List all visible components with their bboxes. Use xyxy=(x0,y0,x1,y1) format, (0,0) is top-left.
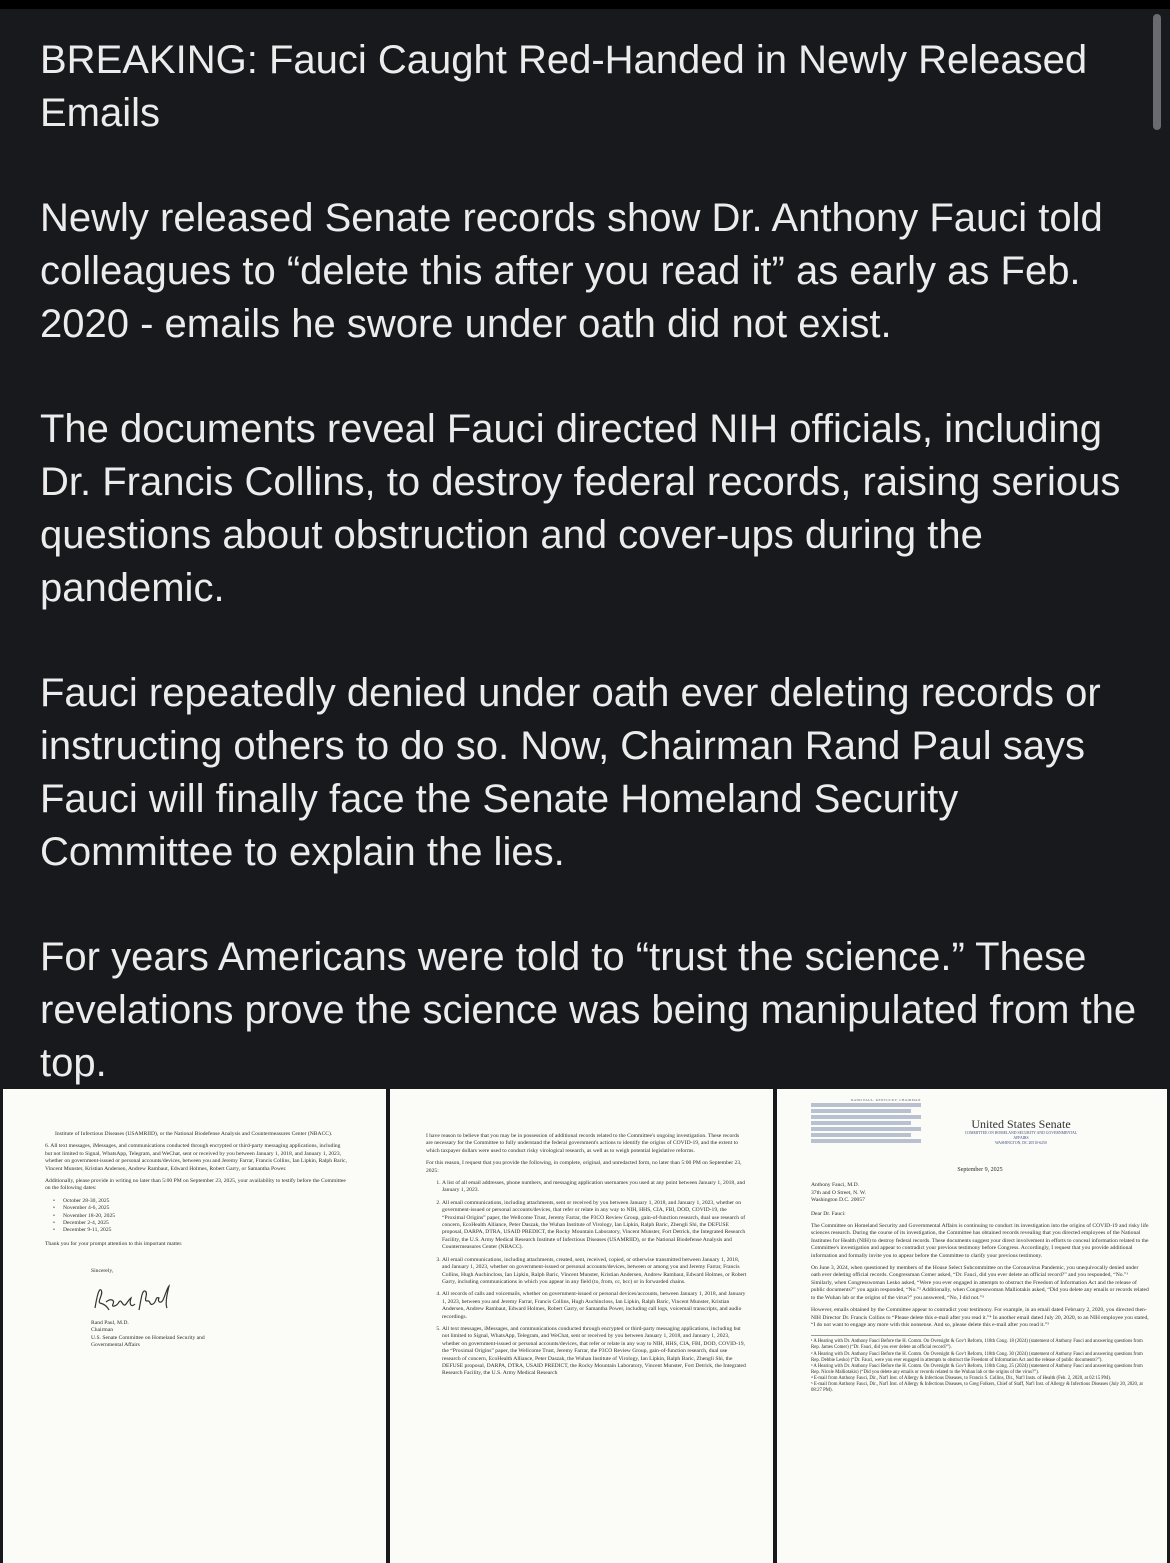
letter-image-page-end[interactable] xyxy=(3,1089,386,1563)
recipient-address xyxy=(811,1182,1149,1204)
doc-paragraph: For this reason, I request that you provide the following, in complete, original, and unredacted form, no later than 5:00 PM on September 23, 2025: xyxy=(426,1160,742,1174)
date-item: • November 4-6, 2025 xyxy=(65,1205,348,1212)
letter-date: September 9, 2025 xyxy=(957,1167,1003,1173)
doc-paragraph: However, emails obtained by the Committee appear to contradict your testimony. For example, in an email dated February 2, 2020, you directed then-NIH Director Dr. Francis Collins to “Please delete this e-mail after you read it.”⁴ In another email dated July 20, 2020, to an NIH employee you stated, “I do not want to engage any more with this nonsense. And so, please delete this e-mail after you read it.”⁵ xyxy=(811,1307,1149,1328)
signer-name: Rand Paul, M.D. xyxy=(91,1319,129,1326)
request-item: 1. A list of all email addresses, phone numbers, and messaging application usernames you used at any point between January 1, 2018, and January 1, 2023. xyxy=(442,1180,747,1195)
letterhead-member-list xyxy=(811,1101,941,1145)
salutation: Dear Dr. Fauci: xyxy=(811,1210,846,1217)
footnote: ³ A Hearing with Dr. Anthony Fauci Before the H. Comm. On Oversight & Gov't Reform, 118th Cong. 25 (2024) (statement of Anthony Fauci and answering questions from Rep. Nicole Malliotakis) (“Did you delete any emails or records related to the Wuhan lab or the origins of the virus?”). xyxy=(811,1363,1143,1375)
footnotes xyxy=(811,1339,1149,1394)
footnote-divider xyxy=(811,1335,941,1336)
letterhead-title xyxy=(961,1117,1081,1146)
request-item: 3. All email communications, including attachments, created, sent, received, copied, or otherwise transmitted between January 1, 2018, and January 1, 2023, whether on government-issued or personal accounts/devices, between or among you and Jeremy Farrar, Francis Collins, Hugh Auchincloss, Ian Lipkin, Ralph Baric, Vincent Munster, Kristian Andersen, Andrew Rambaut, Edward Holmes, or Robert Garry, including communications in which you appear in any field (to, from, cc, bcc) or in forwarded chains. xyxy=(442,1257,747,1287)
committee-name: COMMITTEE ON HOMELAND SECURITY AND GOVERNMENTAL AFFAIRS xyxy=(964,1131,1078,1140)
scrollbar-thumb[interactable] xyxy=(1153,14,1161,130)
sincerely: Sincerely, xyxy=(91,1268,114,1275)
footnote: ⁵ E-mail from Anthony Fauci, Dir., Nat'l Inst. of Allergy & Infectious Diseases, to Greg Folkers, Chief of Staff, Nat'l Inst. of Allergy & Infectious Diseases (July 20, 2020, at 08:27 PM). xyxy=(811,1381,1143,1394)
handwritten-signature xyxy=(91,1282,181,1316)
doc-paragraph: On June 3, 2024, when questioned by members of the House Select Subcommittee on the Coronavirus Pandemic, you unequivocally denied under oath ever deleting official records. Congressman Comer asked, “Dr. Fauci, did you ever delete an official record?” and you responded, “No.”¹ Similarly, when Congresswoman Lesko asked, “Were you ever engaged in attempts to obstruct the Freedom of Information Act and the release of public documents?” you again responded, “No.”² Additionally, when Congresswoman Malliotakis asked, “Did you delete any emails or records related to the Wuhan lab or the origins of the virus?” you answered, “No, I did not.”³ xyxy=(811,1265,1149,1301)
date-list xyxy=(45,1198,348,1235)
doc-paragraph: I have reason to believe that you may be in possession of additional records related to the Committee's ongoing investigation. These records are necessary for the Committee to fully understand the federal government's actions to identify the origins of COVID-19, and the extent to which taxpayer dollars were used to conduct risky virological research, as well as to weigh potential legislative reforms. xyxy=(426,1133,740,1154)
address-line: Washington D.C. 20057 xyxy=(811,1197,865,1204)
address-line: Anthony Fauci, M.D. xyxy=(811,1182,860,1189)
senate-heading: United States Senate xyxy=(971,1117,1071,1131)
senate-letterhead xyxy=(811,1095,1149,1157)
post-headline: BREAKING: Fauci Caught Red-Handed in Newly Released Emails xyxy=(40,38,1088,135)
date-item: • December 2-4, 2025 xyxy=(65,1220,348,1227)
signer-title: Chairman xyxy=(91,1327,114,1334)
date-item: • October 28-30, 2025 xyxy=(65,1198,348,1205)
date-item: • December 9-11, 2025 xyxy=(65,1227,348,1234)
letter-image-page-first[interactable] xyxy=(777,1089,1167,1563)
post-paragraph: For years Americans were told to “trust the science.” These revelations prove the science was being manipulated from the top. xyxy=(40,935,1137,1085)
committee-city: WASHINGTON, DC 20510-6250 xyxy=(995,1141,1047,1145)
doc-paragraph: 6. All text messages, iMessages, and communications conducted through encrypted or third-party messaging applications, including but not limited to Signal, WhatsApp, Telegram, and WeChat, sent or received by you between January 1, 2018, and January 1, 2023, whether on government-issued or personal accounts/devices, between you and Jeremy Farrar, Francis Collins, Ian Lipkin, Ralph Baric, Vincent Munster, Kristian Andersen, Andrew Rambaut, Edward Holmes, Robert Garry, or Samantha Power. xyxy=(45,1143,347,1172)
footnote: ¹ A Hearing with Dr. Anthony Fauci Before the H. Comm. On Oversight & Gov't Reform, 118th Cong. 18 (2024) (statement of Anthony Fauci and answering questions from Rep. James Comer) (“Dr. Fauci, did you ever delete an official record?”). xyxy=(811,1339,1143,1351)
top-edge xyxy=(0,0,1170,9)
letter-image-page-requests[interactable] xyxy=(390,1089,773,1563)
post-body xyxy=(40,34,1140,1142)
post-paragraph: The documents reveal Fauci directed NIH officials, including Dr. Francis Collins, to destroy federal records, raising serious questions about obstruction and cover-ups during the pandemic. xyxy=(40,407,1121,610)
request-item: 2. All email communications, including attachments, sent or received by you between January 1, 2018, and January 1, 2023, whether on government-issued or personal accounts/devices, that refer or relate in any way to NIH, HHS, CIA, FBI, DOD, COVID-19, the “Proximal Origins” paper, the Wellcome Trust, Jeremy Farrar, the P3CO Review Group, gain-of-function research, dual use research of concern, EcoHealth Alliance, Peter Daszak, the Wuhan Institute of Virology, Ian Lipkin, Ralph Baric, Zhengli Shi, the DEFUSE proposal, DARPA, DTRA, USAID PREDICT, the Rocky Mountain Laboratory, Vincent Munster, Fort Detrick, the Integrated Research Facility, the U.S. Army Medical Research Institute of Infectious Diseases (USAMRIID), or the National Biodefense Analysis and Countermeasures Center (NBACC). xyxy=(442,1200,747,1252)
post-paragraph: Newly released Senate records show Dr. Anthony Fauci told colleagues to “delete this after you read it” as early as Feb. 2020 - emails he swore under oath did not exist. xyxy=(40,196,1103,346)
doc-paragraph: Additionally, please provide in writing no later than 5:00 PM on September 23, 2025, your availability to testify before the Committee on the following dates: xyxy=(45,1178,346,1192)
doc-paragraph: Thank you for your prompt attention to this important matter. xyxy=(45,1240,183,1247)
signature-block xyxy=(45,1268,348,1349)
doc-paragraph: The Committee on Homeland Security and Governmental Affairs is continuing to conduct its investigation into the origins of COVID-19 and risky life sciences research. During the course of its investigation, the Committee has obtained records revealing that you directed employees of the National Institutes for Health (NIH) to destroy federal records. These documents suggest your direct involvement in efforts to conceal information related to the Committee's investigation and appear to contradict your previous testimony before Congress. Accordingly, I request that you provide additional information and formally invite you to appear before the Committee to clarify your previous testimony. xyxy=(811,1223,1149,1259)
post-paragraph: Fauci repeatedly denied under oath ever deleting records or instructing others to do so. Now, Chairman Rand Paul says Fauci will finally face the Senate Homeland Security Committee to explain the lies. xyxy=(40,671,1101,874)
request-item: 5. All text messages, iMessages, and communications conducted through encrypted or third-party messaging applications, including but not limited to Signal, WhatsApp, Telegram, and WeChat, sent or received by you between January 1, 2018, and January 1, 2023, whether on government-issued or personal accounts/devices, that refer or relate in any way to NIH, HHS, CIA, FBI, DOD, COVID-19, the “Proximal Origins” paper, the Wellcome Trust, Jeremy Farrar, the P3CO Review Group, gain-of-function research, dual use research of concern, EcoHealth Alliance, Peter Daszak, the Wuhan Institute of Virology, Ian Lipkin, Ralph Baric, Zhengli Shi, the DEFUSE proposal, DARPA, DTRA, USAID PREDICT, the Rocky Mountain Laboratory, Vincent Munster, Fort Detrick, the Integrated Research Facility, the U.S. Army Medical Research xyxy=(442,1326,747,1378)
footnote: ² A Hearing with Dr. Anthony Fauci Before the H. Comm. On Oversight & Gov't Reform, 118th Cong. 30 (2024) (statement of Anthony Fauci and answering questions from Rep. Debbie Lesko) (“Dr. Fauci, were you ever engaged in attempts to obstruct the Freedom of Information Act and the release of public documents?”). xyxy=(811,1351,1143,1363)
letterhead-chairman: RAND PAUL, KENTUCKY, CHAIRMAN xyxy=(851,1098,921,1102)
attached-images xyxy=(0,1089,1170,1563)
footnote: ⁴ E-mail from Anthony Fauci, Dir., Nat'l Inst. of Allergy & Infectious Diseases, to Francis S. Collins, Dir., Nat'l Insts. of Health (Feb. 2, 2020, at 02:15 PM). xyxy=(811,1375,1112,1381)
signer-committee: U.S. Senate Committee on Homeland Security and Governmental Affairs xyxy=(91,1334,205,1348)
request-item: 4. All records of calls and voicemails, whether on government-issued or personal devices/accounts, between January 1, 2018, and January 1, 2023, between you and Jeremy Farrar, Francis Collins, Hugh Auchincloss, Ian Lipkin, Ralph Baric, Vincent Munster, Kristian Andersen, Andrew Rambaut, Edward Holmes, Robert Garry, or Samantha Power, including call logs, voicemail transcripts, and audio recordings. xyxy=(442,1291,747,1321)
address-line: 37th and O Street, N. W. xyxy=(811,1189,866,1196)
date-item: • November 18-20, 2025 xyxy=(65,1213,348,1220)
doc-paragraph: Institute of Infectious Diseases (USAMRIID), or the National Biodefense Analysis and Countermeasures Center (NBACC). xyxy=(55,1131,333,1137)
request-list xyxy=(426,1180,747,1378)
